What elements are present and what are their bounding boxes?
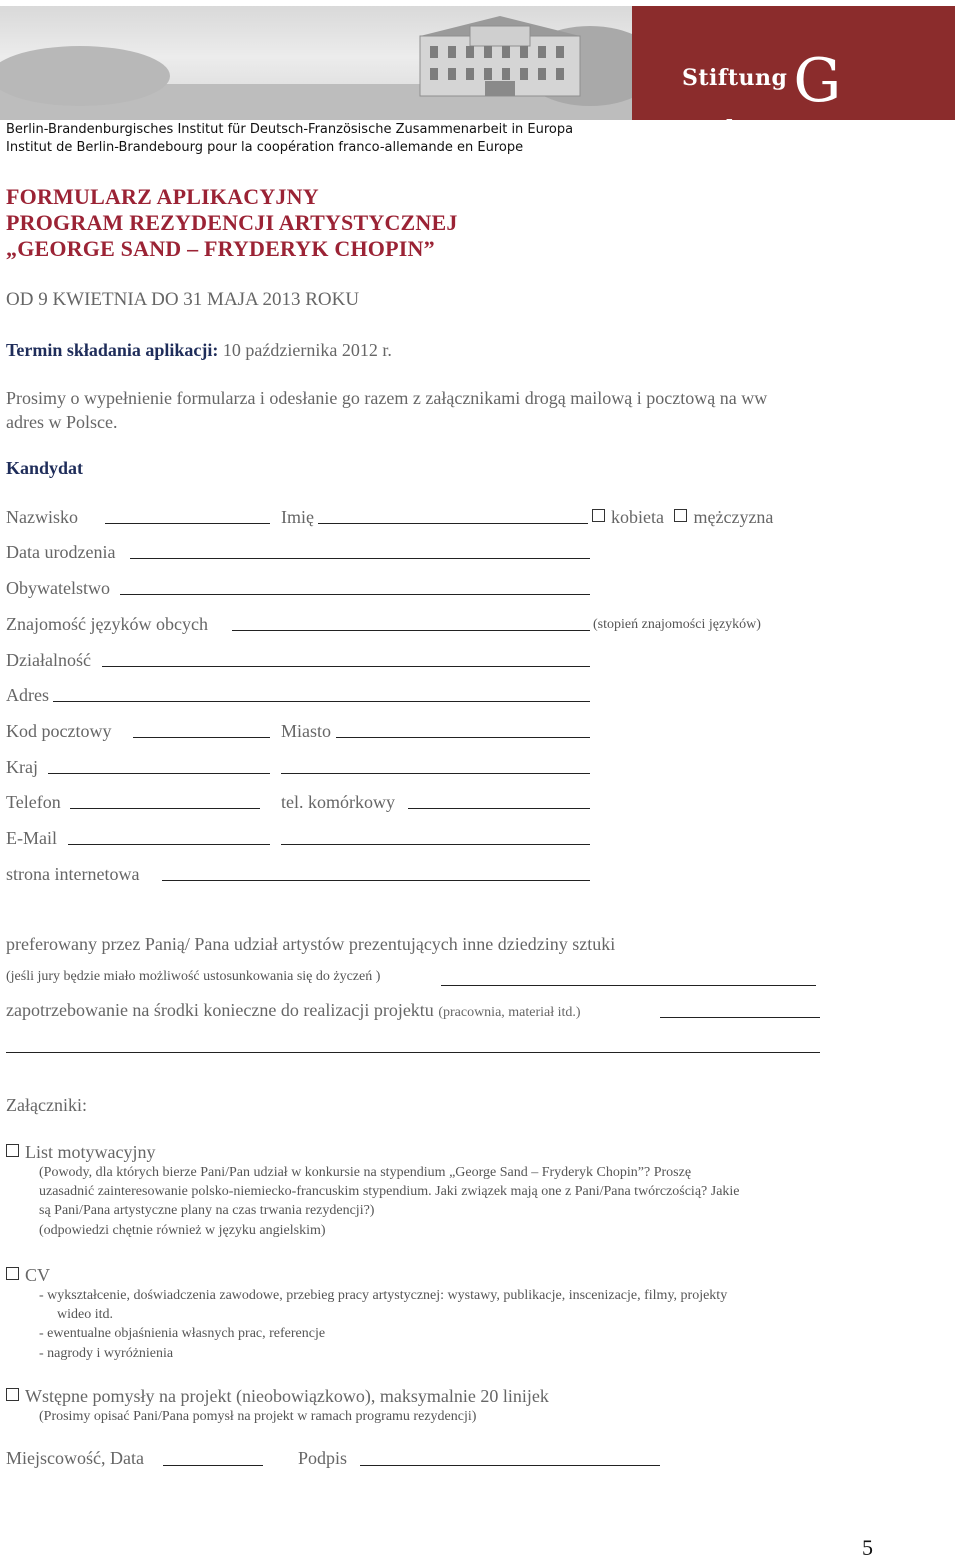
form-title: FORMULARZ APLIKACYJNY: [6, 184, 319, 209]
languages-label: Znajomość języków obcych: [6, 614, 208, 634]
mobile-label: tel. komórkowy: [281, 792, 395, 812]
intro-line-2: adres w Polsce.: [6, 412, 118, 432]
residency-name: „GEORGE SAND – FRYDERYK CHOPIN”: [6, 236, 435, 261]
motivation-title: List motywacyjny: [25, 1142, 156, 1162]
postal-code-field[interactable]: [133, 737, 270, 738]
website-label: strona internetowa: [6, 864, 140, 884]
place-date-field[interactable]: [163, 1465, 263, 1466]
needs-label: [6, 1000, 581, 1021]
candidate-heading: Kandydat: [6, 458, 84, 478]
female-checkbox[interactable]: [592, 509, 605, 522]
cv-item: [6, 1265, 50, 1286]
period-text: OD 9 KWIETNIA DO 31 MAJA 2013 ROKU: [6, 289, 360, 310]
signature-label: Podpis: [298, 1448, 348, 1468]
manor-house-photo: [0, 6, 632, 120]
city-label: Miasto: [281, 721, 332, 741]
place-date-label: Miejscowość, Data: [6, 1448, 144, 1468]
activity-label: Działalność: [6, 650, 91, 670]
motivation-text-2: uzasadnić zainteresowanie polsko-niemiecko-francuskim stypendium. Jaki związek mają one z Pani/Pana twórczością? Jakie: [39, 1184, 740, 1199]
cv-item-3: - nagrody i wyróżnienia: [39, 1346, 174, 1361]
country-label: Kraj: [6, 757, 38, 777]
deadline-value: 10 października 2012 r.: [222, 340, 392, 360]
surname-label: Nazwisko: [6, 507, 78, 527]
citizenship-field[interactable]: [120, 594, 590, 595]
logo-text: [682, 46, 955, 142]
male-label: mężczyzna: [693, 507, 774, 527]
logo-word: Stiftung: [682, 65, 788, 91]
first-name-label: Imię: [281, 507, 314, 527]
mobile-field[interactable]: [408, 808, 590, 809]
activity-field[interactable]: [102, 666, 590, 667]
attachments-heading: Załączniki:: [6, 1095, 87, 1115]
cv-item-1-cont: wideo itd.: [57, 1307, 113, 1322]
manor-house-illustration: [0, 6, 632, 120]
email-extra-field[interactable]: [281, 844, 590, 845]
gender-options: [592, 507, 773, 528]
preferences-line-2: (jeśli jury będzie miało możliwość ustosunkowania się do życzeń ): [6, 969, 381, 984]
institute-name-de: Berlin-Brandenburgisches Institut für Deutsch-Französische Zusammenarbeit in Europa: [6, 122, 574, 137]
motivation-text-1: (Powody, dla których bierze Pani/Pan udział w konkursie na stypendium „George Sand – Fryderyk Chopin”? Proszę: [39, 1165, 692, 1180]
country-extra-field[interactable]: [281, 773, 590, 774]
female-label: kobieta: [611, 507, 664, 527]
logo-g: G: [793, 46, 842, 116]
deadline-label: Termin składania aplikacji:: [6, 340, 219, 360]
ideas-text: (Prosimy opisać Pani/Pana pomysł na projekt w ramach programu rezydencji): [39, 1409, 477, 1424]
cv-item-2: - ewentualne objaśnienia własnych prac, referencje: [39, 1326, 326, 1341]
cv-title: CV: [25, 1265, 51, 1285]
ideas-checkbox[interactable]: [6, 1388, 19, 1401]
intro-line-1: Prosimy o wypełnienie formularza i odesłanie go razem z załącznikami drogą mailową i pocztową na ww: [6, 388, 768, 408]
stiftung-genshagen-logo: [632, 6, 955, 142]
email-field[interactable]: [68, 844, 270, 845]
first-name-field[interactable]: [318, 523, 588, 524]
institute-name-fr: Institut de Berlin-Brandebourg pour la coopération franco-allemande en Europe: [6, 140, 524, 155]
languages-field[interactable]: [232, 630, 590, 631]
birth-date-field[interactable]: [130, 558, 590, 559]
ideas-item: [6, 1386, 549, 1407]
signature-field[interactable]: [360, 1465, 660, 1466]
birth-date-label: Data urodzenia: [6, 542, 116, 562]
preferences-line-1: preferowany przez Panią/ Pana udział artystów prezentujących inne dziedziny sztuki: [6, 934, 616, 954]
phone-field[interactable]: [70, 808, 260, 809]
city-field[interactable]: [336, 737, 590, 738]
needs-field-extra[interactable]: [6, 1052, 820, 1053]
needs-field[interactable]: [660, 1017, 820, 1018]
email-label: E-Mail: [6, 828, 57, 848]
motivation-item: [6, 1142, 155, 1163]
citizenship-label: Obywatelstwo: [6, 578, 110, 598]
postal-code-label: Kod pocztowy: [6, 721, 112, 741]
address-label: Adres: [6, 685, 49, 705]
languages-note: (stopień znajomości języków): [593, 617, 761, 632]
preferences-field[interactable]: [441, 985, 816, 986]
cv-item-1: - wykształcenie, doświadczenia zawodowe, przebieg pracy artystycznej: wystawy, publikacje, inscenizacje, filmy, projekty: [39, 1288, 728, 1303]
motivation-text-4: (odpowiedzi chętnie również w języku angielskim): [39, 1223, 326, 1238]
male-checkbox[interactable]: [674, 509, 687, 522]
program-title: PROGRAM REZYDENCJI ARTYSTYCZNEJ: [6, 210, 458, 235]
needs-main: zapotrzebowanie na środki konieczne do realizacji projektu: [6, 1000, 434, 1020]
deadline: [6, 340, 392, 361]
ideas-title: Wstępne pomysły na projekt (nieobowiązkowo), maksymalnie 20 linijek: [25, 1386, 549, 1406]
motivation-checkbox[interactable]: [6, 1144, 19, 1157]
country-field[interactable]: [48, 773, 270, 774]
logo-rest: enshagen: [682, 116, 805, 142]
website-field[interactable]: [162, 880, 590, 881]
cv-checkbox[interactable]: [6, 1267, 19, 1280]
address-field[interactable]: [53, 701, 590, 702]
phone-label: Telefon: [6, 792, 61, 812]
page-number: 5: [862, 1535, 873, 1560]
motivation-text-3: są Pani/Pana artystyczne plany na czas trwania rezydencji?): [39, 1203, 375, 1218]
needs-note: (pracownia, materiał itd.): [438, 1005, 581, 1020]
surname-field[interactable]: [105, 523, 270, 524]
